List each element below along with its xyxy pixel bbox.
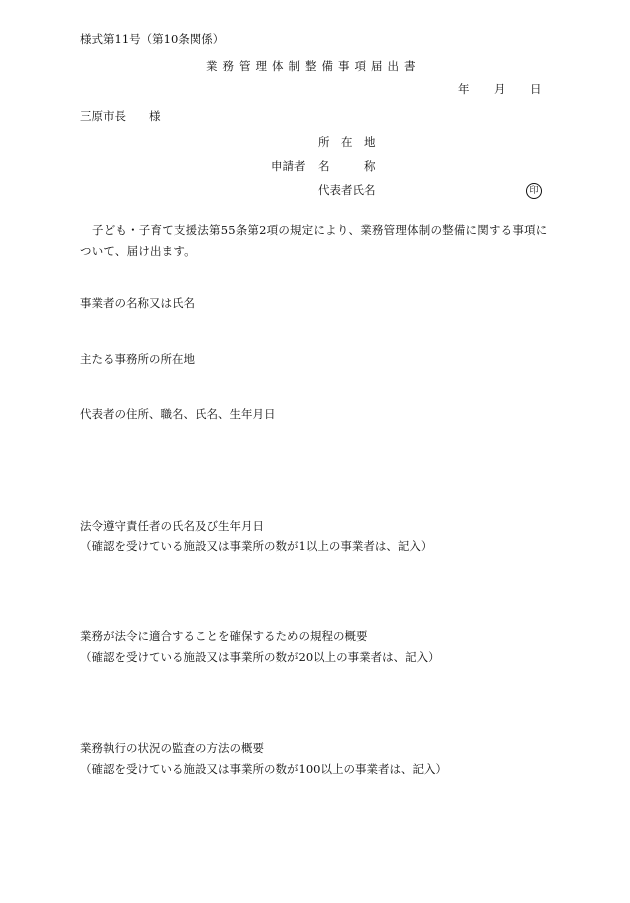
statement-text: 子ども・子育て支援法第55条第2項の規定により、業務管理体制の整備に関する事項について、届け出ます。 — [80, 223, 548, 258]
item-compliance-officer: 法令遵守責任者の氏名及び生年月日 — [80, 519, 264, 533]
item-compliance-officer-note: （確認を受けている施設又は事業所の数が1以上の事業者は、記入） — [80, 539, 433, 553]
item-audit-method-note: （確認を受けている施設又は事業所の数が100以上の事業者は、記入） — [80, 762, 447, 776]
item-main-office-location: 主たる事務所の所在地 — [80, 352, 195, 366]
form-title: 業務管理体制整備事項届出書 — [206, 59, 421, 73]
applicant-name-label: 名 称 — [318, 159, 376, 173]
item-representative-details: 代表者の住所、職名、氏名、生年月日 — [80, 407, 276, 421]
applicant-prefix: 申請者 — [271, 159, 306, 173]
representative-name-label: 代表者氏名 — [318, 183, 376, 197]
date-year-label: 年 — [458, 82, 470, 96]
item-business-name: 事業者の名称又は氏名 — [80, 296, 195, 310]
item-compliance-rules: 業務が法令に適合することを確保するための規程の概要 — [80, 629, 368, 643]
addressee: 三原市長 様 — [80, 109, 161, 123]
item-audit-method: 業務執行の状況の監査の方法の概要 — [80, 741, 264, 755]
form-number: 様式第11号（第10条関係） — [80, 32, 225, 46]
date-day-label: 日 — [530, 82, 542, 96]
date-month-label: 月 — [494, 82, 506, 96]
item-compliance-rules-note: （確認を受けている施設又は事業所の数が20以上の事業者は、記入） — [80, 650, 440, 664]
applicant-address-label: 所 在 地 — [318, 135, 376, 149]
seal-mark: 印 — [526, 183, 542, 199]
